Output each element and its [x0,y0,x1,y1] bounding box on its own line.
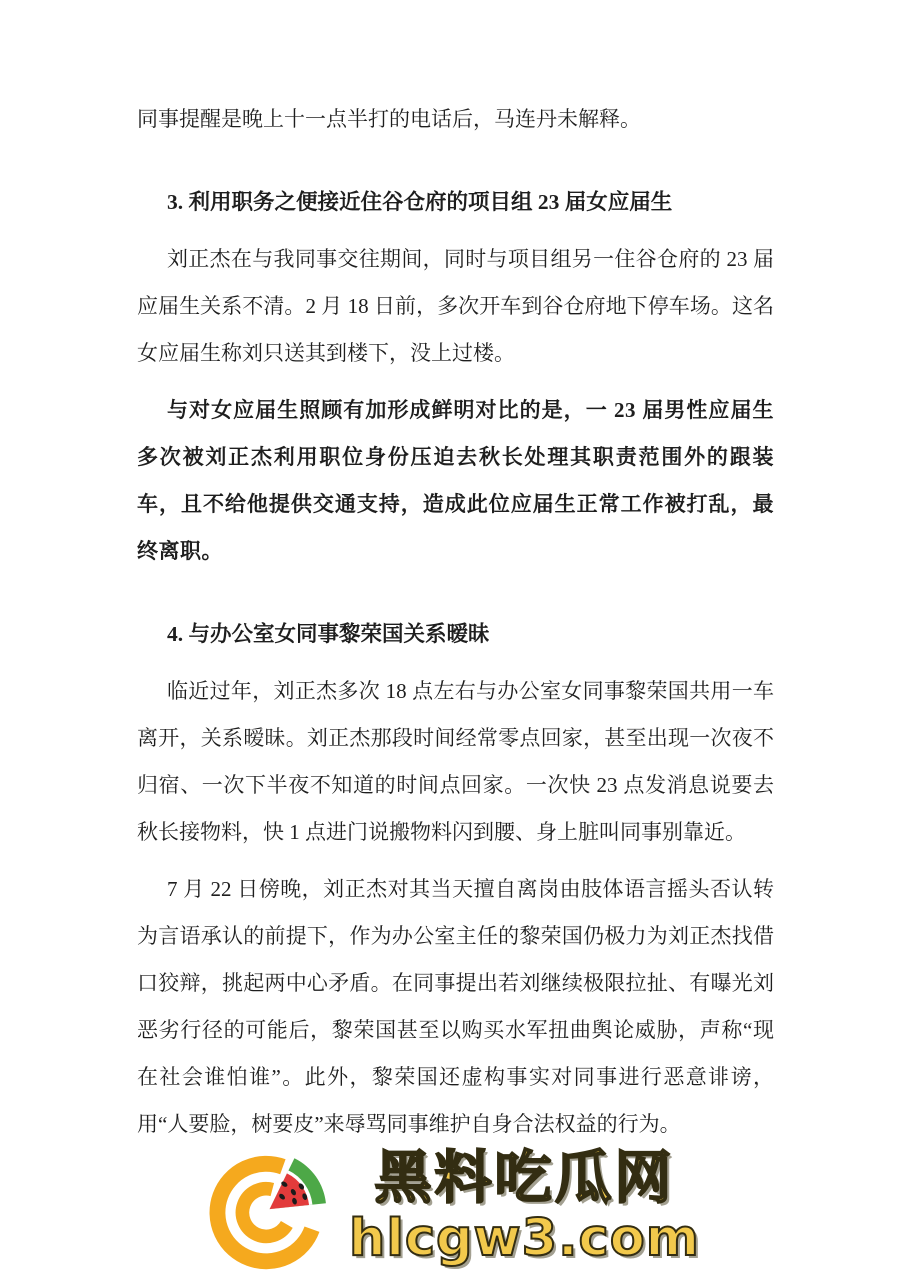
document-content [137,96,774,1148]
watermark-text-block [349,1147,700,1269]
paragraph-section4-b: 7 月 22 日傍晚，刘正杰对其当天擅自离岗由肢体语言摇头否认转为言语承认的前提下，作为办公室主任的黎荣国仍极力为刘正杰找借口狡辩，挑起两中心矛盾。在同事提出若刘继续极限拉扯、有曝光刘恶劣行径的可能后，黎荣国甚至以购买水军扭曲舆论威胁，声称“现在社会谁怕谁”。此外，黎荣国还虚构事实对同事进行恶意诽谤，用“人要脸，树要皮”来辱骂同事维护自身合法权益的行为。 [137,877,774,1136]
paragraph-continuation: 同事提醒是晚上十一点半打的电话后，马连丹未解释。 [137,107,641,131]
watermelon-logo-icon [205,1140,341,1276]
section-heading-4: 4. 与办公室女同事黎荣国关系暧昧 [167,622,490,646]
paragraph-section4-a: 临近过年，刘正杰多次 18 点左右与办公室女同事黎荣国共用一车离开，关系暧昧。刘正杰那段时间经常零点回家，甚至出现一次夜不归宿、一次下半夜不知道的时间点回家。一次快 23 点发消息说要去秋长接物料，快 1 点进门说搬物料闪到腰、身上脏叫同事别靠近。 [137,679,774,844]
section-heading-3: 3. 利用职务之便接近住谷仓府的项目组 23 届女应届生 [167,190,673,214]
paragraph-section3: 刘正杰在与我同事交往期间，同时与项目组另一住谷仓府的 23 届应届生关系不清。2 月 18 日前，多次开车到谷仓府地下停车场。这名女应届生称刘只送其到楼下，没上过楼。 [137,247,774,365]
site-url: hlcgw3.com [349,1209,700,1268]
site-watermark [0,1140,905,1276]
paragraph-section3-bold: 与对女应届生照顾有加形成鲜明对比的是，一 23 届男性应届生多次被刘正杰利用职位身份压迫去秋长处理其职责范围外的跟装车，且不给他提供交通支持，造成此位应届生正常工作被打乱，最终离职。 [137,398,774,563]
site-name: 黑料吃瓜网 [374,1145,675,1211]
